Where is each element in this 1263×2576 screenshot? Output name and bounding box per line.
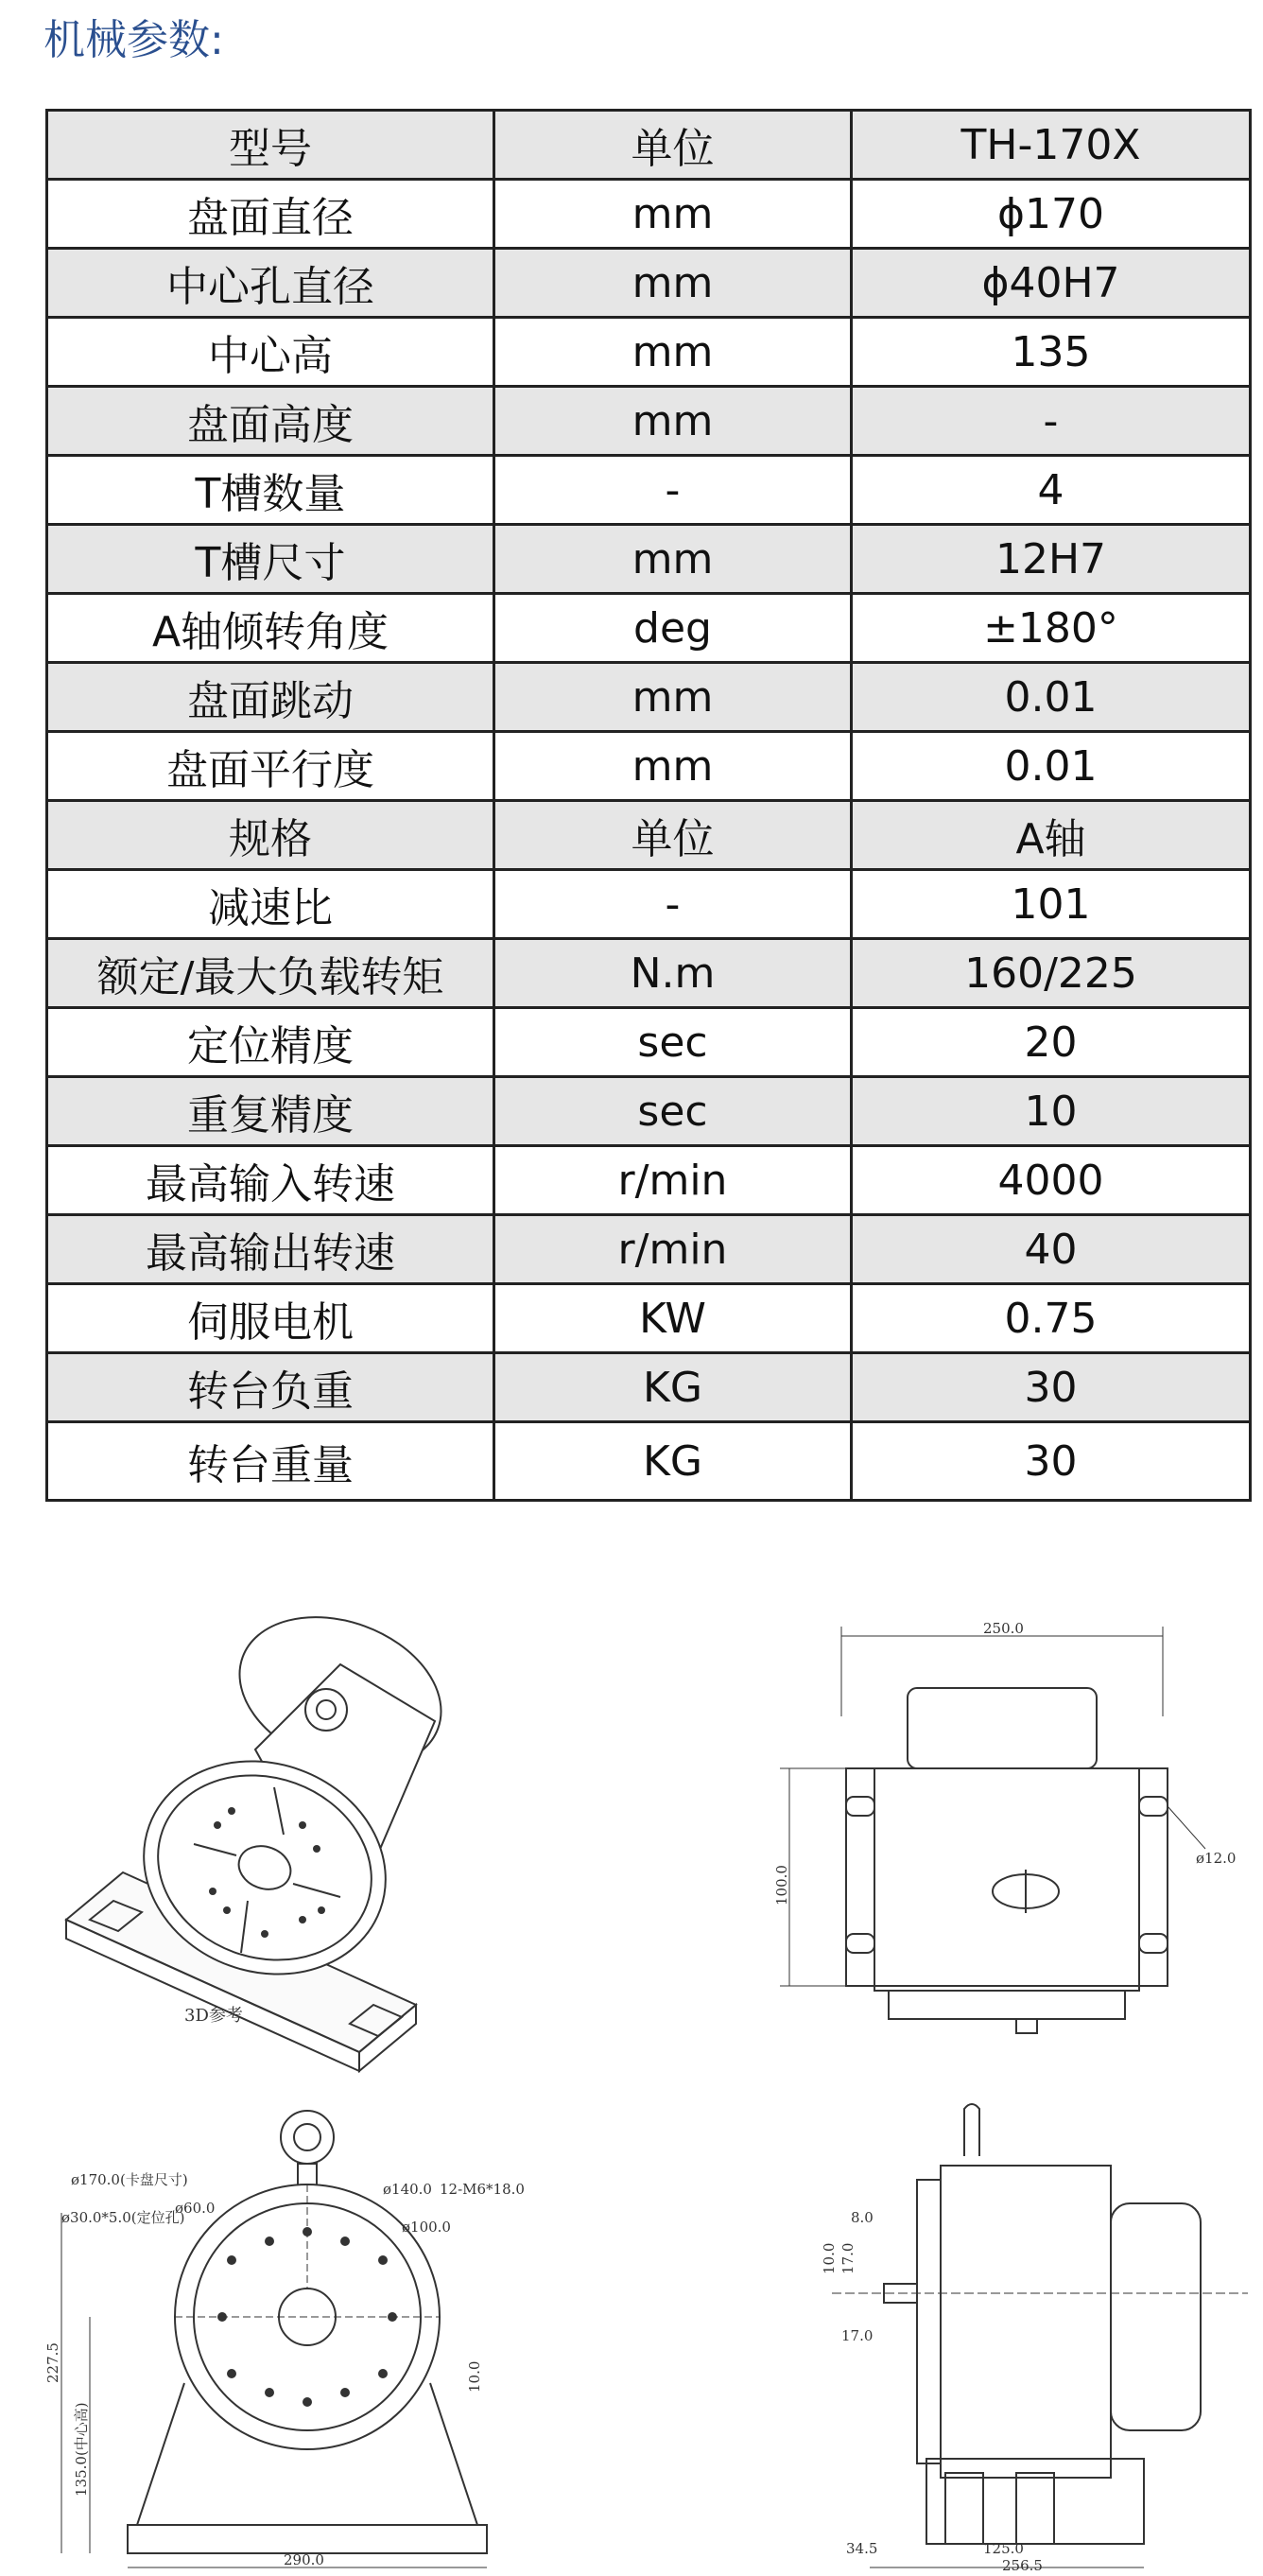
value-cell: 10 <box>852 1077 1251 1146</box>
value-cell: ϕ170 <box>852 180 1251 249</box>
value-cell: 4000 <box>852 1146 1251 1215</box>
table-row <box>47 1353 1251 1422</box>
unit-cell: mm <box>494 318 852 387</box>
side-f: 125.0 <box>983 2540 1024 2557</box>
top-width-dim: 250.0 <box>983 1620 1024 1637</box>
unit-cell: deg <box>494 594 852 663</box>
value-cell: ϕ40H7 <box>852 249 1251 318</box>
table-row <box>47 180 1251 249</box>
table-header-row <box>47 111 1251 180</box>
table-row <box>47 1146 1251 1215</box>
unit-cell: mm <box>494 180 852 249</box>
front-h-center: 135.0(中心高) <box>73 2402 90 2497</box>
front-thread: 12-M6*18.0 <box>440 2181 525 2198</box>
table-row <box>47 939 1251 1008</box>
param-name-cell: 盘面高度 <box>47 387 494 456</box>
table-header-row <box>47 801 1251 870</box>
unit-cell: mm <box>494 387 852 456</box>
table-row <box>47 1422 1251 1501</box>
param-name-cell: 伺服电机 <box>47 1284 494 1353</box>
top-height-dim: 100.0 <box>773 1865 790 1906</box>
unit-cell: - <box>494 456 852 525</box>
iso-caption: 3D参考 <box>184 2006 243 2026</box>
front-d5: ø100.0 <box>402 2219 451 2236</box>
unit-cell: 单位 <box>494 801 852 870</box>
param-name-cell: T槽数量 <box>47 456 494 525</box>
table-row <box>47 1215 1251 1284</box>
front-d3: ø30.0*5.0(定位孔) <box>61 2209 185 2226</box>
param-name-cell: A轴倾转角度 <box>47 594 494 663</box>
value-cell: 101 <box>852 870 1251 939</box>
front-d4: ø140.0 <box>383 2181 432 2198</box>
param-name-cell: 重复精度 <box>47 1077 494 1146</box>
param-name-cell: 转台重量 <box>47 1422 494 1501</box>
section-title: 机械参数: <box>43 16 224 64</box>
side-b: 17.0 <box>839 2242 856 2274</box>
value-cell: 30 <box>852 1422 1251 1501</box>
side-e: 34.5 <box>846 2540 878 2557</box>
param-name-cell: 定位精度 <box>47 1008 494 1077</box>
iso-drawing <box>38 1608 435 2062</box>
unit-cell: mm <box>494 525 852 594</box>
table-row <box>47 456 1251 525</box>
param-name-cell: 最高输入转速 <box>47 1146 494 1215</box>
value-cell: 135 <box>852 318 1251 387</box>
value-cell: 30 <box>852 1353 1251 1422</box>
table-row <box>47 870 1251 939</box>
unit-cell: r/min <box>494 1146 852 1215</box>
value-cell: TH-170X <box>852 111 1251 180</box>
value-cell: 0.01 <box>852 732 1251 801</box>
param-name-cell: 型号 <box>47 111 494 180</box>
param-name-cell: 盘面直径 <box>47 180 494 249</box>
unit-cell: mm <box>494 732 852 801</box>
table-row <box>47 732 1251 801</box>
value-cell: A轴 <box>852 801 1251 870</box>
unit-cell: r/min <box>494 1215 852 1284</box>
front-d2: ø60.0 <box>175 2200 216 2217</box>
value-cell: 20 <box>852 1008 1251 1077</box>
front-d1: ø170.0(卡盘尺寸) <box>71 2171 188 2188</box>
value-cell: 0.75 <box>852 1284 1251 1353</box>
table-row <box>47 663 1251 732</box>
unit-cell: mm <box>494 249 852 318</box>
param-name-cell: 中心孔直径 <box>47 249 494 318</box>
side-c: 10.0 <box>821 2242 838 2274</box>
unit-cell: 单位 <box>494 111 852 180</box>
table-row <box>47 249 1251 318</box>
spec-table <box>45 109 1252 1502</box>
top-view-drawing <box>775 1622 1257 2066</box>
unit-cell: - <box>494 870 852 939</box>
unit-cell: sec <box>494 1077 852 1146</box>
value-cell: - <box>852 387 1251 456</box>
unit-cell: KG <box>494 1353 852 1422</box>
table-row <box>47 387 1251 456</box>
front-h-total: 227.5 <box>44 2342 61 2383</box>
value-cell: 4 <box>852 456 1251 525</box>
param-name-cell: 减速比 <box>47 870 494 939</box>
unit-cell: mm <box>494 663 852 732</box>
unit-cell: sec <box>494 1008 852 1077</box>
front-view-drawing <box>43 2099 572 2572</box>
value-cell: 0.01 <box>852 663 1251 732</box>
table-row <box>47 525 1251 594</box>
front-slot: 10.0 <box>466 2360 483 2393</box>
value-cell: ±180° <box>852 594 1251 663</box>
value-cell: 12H7 <box>852 525 1251 594</box>
param-name-cell: 盘面平行度 <box>47 732 494 801</box>
param-name-cell: 最高输出转速 <box>47 1215 494 1284</box>
side-view-drawing <box>813 2099 1257 2572</box>
unit-cell: N.m <box>494 939 852 1008</box>
table-row <box>47 1077 1251 1146</box>
unit-cell: KG <box>494 1422 852 1501</box>
unit-cell: KW <box>494 1284 852 1353</box>
param-name-cell: 规格 <box>47 801 494 870</box>
table-row <box>47 1284 1251 1353</box>
side-g: 256.5 <box>1002 2557 1043 2574</box>
param-name-cell: T槽尺寸 <box>47 525 494 594</box>
table-row <box>47 1008 1251 1077</box>
side-d: 17.0 <box>841 2327 874 2344</box>
param-name-cell: 盘面跳动 <box>47 663 494 732</box>
param-name-cell: 转台负重 <box>47 1353 494 1422</box>
front-base-w: 290.0 <box>284 2551 324 2568</box>
value-cell: 160/225 <box>852 939 1251 1008</box>
param-name-cell: 中心高 <box>47 318 494 387</box>
value-cell: 40 <box>852 1215 1251 1284</box>
param-name-cell: 额定/最大负载转矩 <box>47 939 494 1008</box>
side-a: 8.0 <box>851 2209 874 2226</box>
table-row <box>47 318 1251 387</box>
table-row <box>47 594 1251 663</box>
top-hole-dim: ø12.0 <box>1196 1850 1237 1867</box>
